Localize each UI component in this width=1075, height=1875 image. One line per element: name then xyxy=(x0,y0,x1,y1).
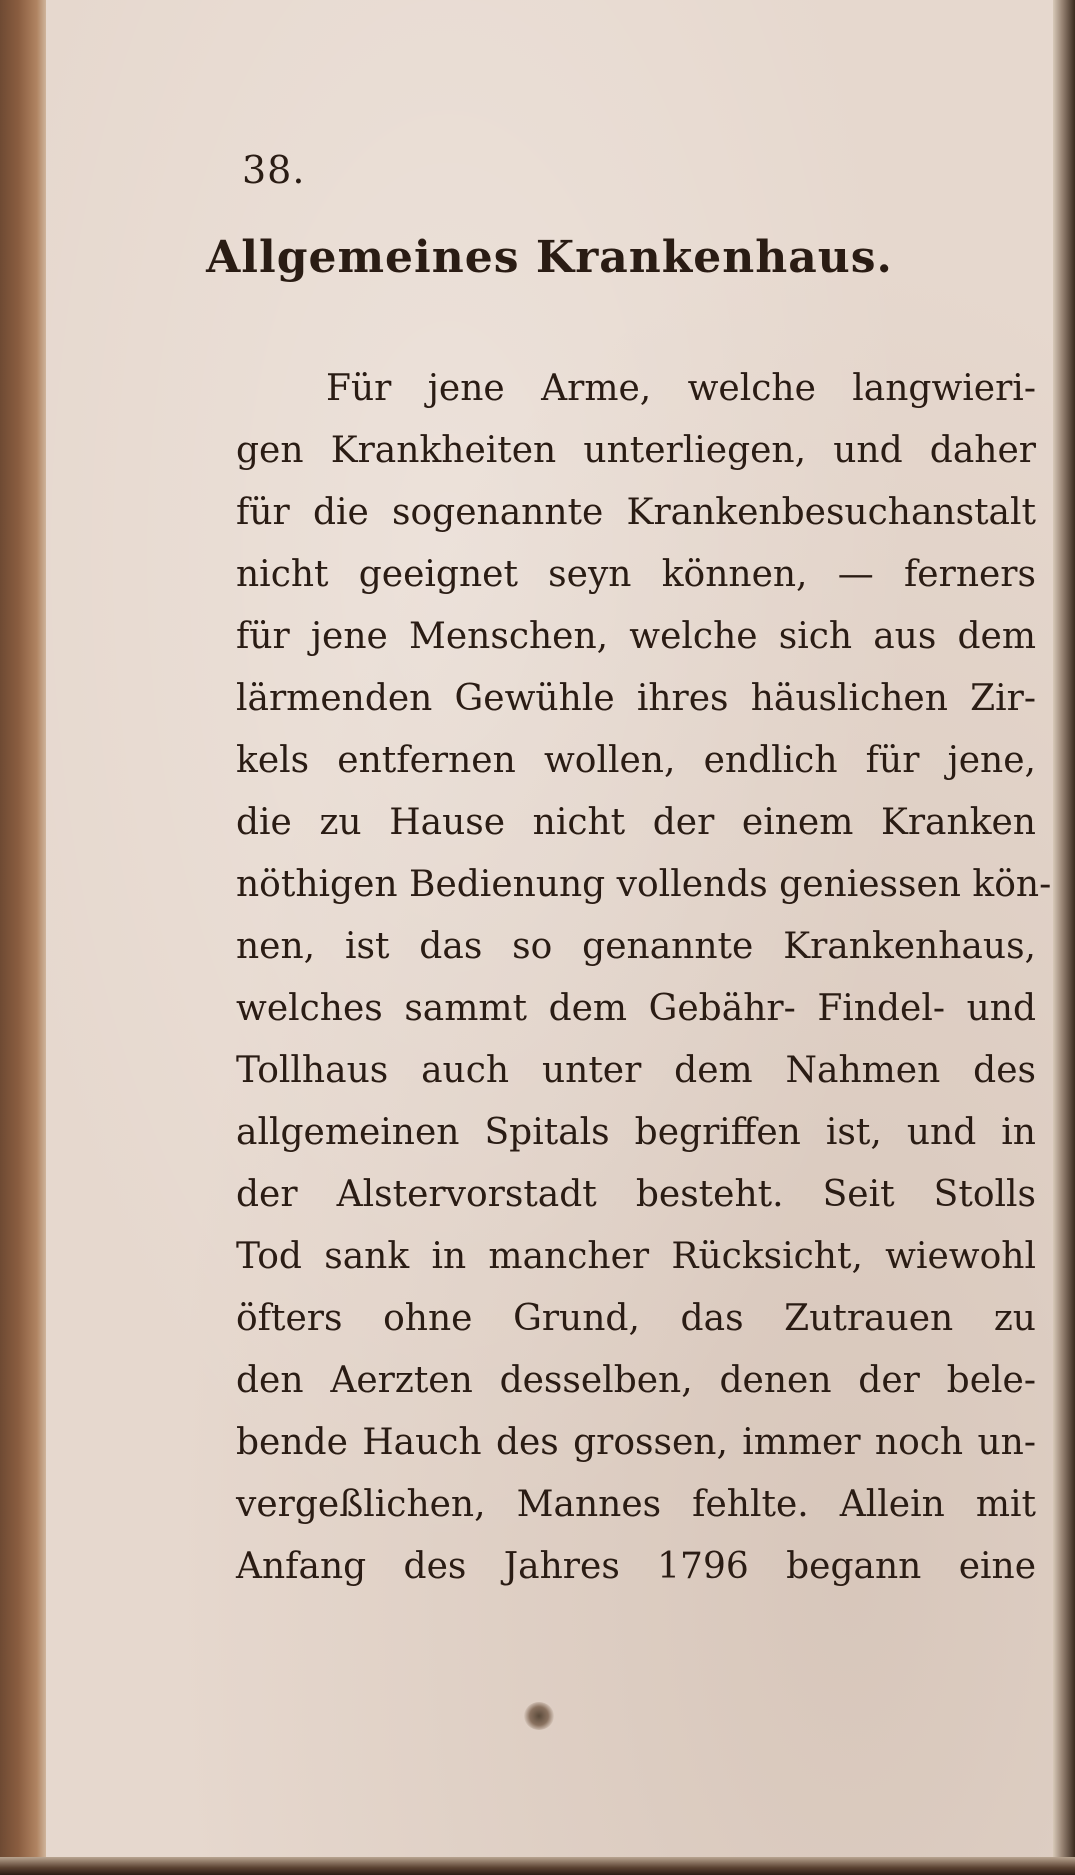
book-page xyxy=(46,0,1053,1857)
text-line: den Aerzten desselben, denen der bele- xyxy=(236,1360,1036,1401)
text-line: lärmenden Gewühle ihres häuslichen Zir- xyxy=(236,678,1036,719)
text-line: Tollhaus auch unter dem Nahmen des xyxy=(236,1050,1036,1091)
text-line: nicht geeignet seyn können, — ferners xyxy=(236,554,1036,595)
text-line: für die sogenannte Krankenbesuchanstalt xyxy=(236,492,1036,533)
text-line: allgemeinen Spitals begriffen ist, und in xyxy=(236,1112,1036,1153)
text-line: nöthigen Bedienung vollends geniessen kön- xyxy=(236,864,1052,905)
text-line: öfters ohne Grund, das Zutrauen zu xyxy=(236,1298,1036,1339)
text-line: gen Krankheiten unterliegen, und daher xyxy=(236,430,1036,471)
text-line: bende Hauch des grossen, immer noch un- xyxy=(236,1422,1036,1463)
text-line: für jene Menschen, welche sich aus dem xyxy=(236,616,1036,657)
page-number: 38. xyxy=(242,148,306,192)
text-line: die zu Hause nicht der einem Kranken xyxy=(236,802,1036,843)
section-heading: Allgemeines Krankenhaus. xyxy=(206,232,893,283)
text-line: kels entfernen wollen, endlich für jene, xyxy=(236,740,1036,781)
text-line: Tod sank in mancher Rücksicht, wiewohl xyxy=(236,1236,1036,1277)
text-line: nen, ist das so genannte Krankenhaus, xyxy=(236,926,1036,967)
page-bottom-edge xyxy=(0,1857,1075,1875)
body-text xyxy=(236,358,1052,1598)
text-line: welches sammt dem Gebähr- Findel- und xyxy=(236,988,1036,1029)
text-line: der Alstervorstadt besteht. Seit Stolls xyxy=(236,1174,1036,1215)
text-line: vergeßlichen, Mannes fehlte. Allein mit xyxy=(236,1484,1036,1525)
ink-speck xyxy=(524,1702,554,1730)
book-spine-edge xyxy=(0,0,46,1875)
page-right-edge xyxy=(1053,0,1075,1875)
text-line: Für jene Arme, welche langwieri- xyxy=(326,368,1036,409)
text-line: Anfang des Jahres 1796 begann eine xyxy=(236,1546,1036,1587)
